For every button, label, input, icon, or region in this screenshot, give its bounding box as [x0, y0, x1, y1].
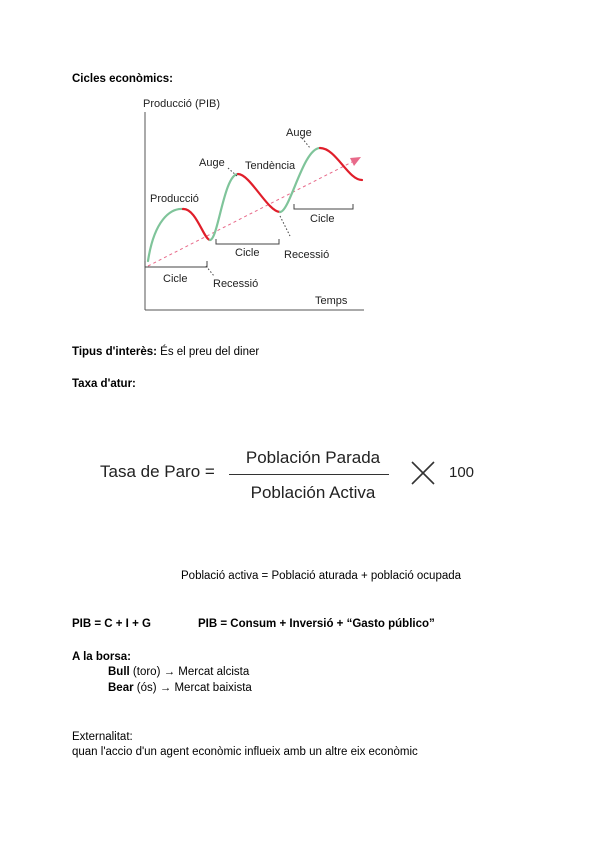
leader-line	[302, 138, 310, 148]
stock-item	[108, 681, 252, 695]
stock-item	[108, 665, 249, 679]
stock-desc: (ós) → Mercat baixista	[133, 682, 252, 694]
label-cicle: Cicle	[310, 213, 335, 225]
formula-lhs: Tasa de Paro =	[100, 462, 215, 481]
label-cicle: Cicle	[235, 247, 260, 259]
expansion-segment	[148, 209, 183, 261]
interest-text: És el preu del diner	[156, 346, 260, 358]
fraction-bar	[229, 474, 389, 475]
label-recessio: Recessió	[213, 278, 259, 290]
label-auge: Auge	[199, 157, 225, 169]
expansion-segment	[210, 174, 238, 240]
cycle-bracket	[294, 204, 353, 209]
stock-term: Bull	[108, 666, 130, 678]
expansion-segment	[280, 148, 320, 212]
interest-label: Tipus d'interès:	[72, 346, 157, 358]
multiply-icon	[410, 460, 436, 486]
contraction-segment	[238, 174, 280, 212]
stock-heading: A la borsa:	[72, 651, 132, 663]
label-auge: Auge	[286, 127, 312, 139]
leader-line	[280, 216, 290, 236]
externality-heading: Externalitat:	[72, 731, 133, 743]
formula-numerator: Población Parada	[245, 448, 381, 467]
unemployment-heading: Taxa d'atur:	[72, 378, 136, 390]
cycles-heading: Cicles econòmics:	[72, 73, 173, 85]
externality-text: quan l'accio d'un agent econòmic influeix amb un altre eix econòmic	[72, 746, 418, 758]
gdp-formula-long: PIB = Consum + Inversió + “Gasto público”	[198, 618, 435, 630]
label-recessio: Recessió	[284, 249, 330, 261]
y-axis-label: Producció (PIB)	[143, 98, 221, 110]
cycle-bracket	[216, 239, 279, 244]
label-tendencia: Tendència	[245, 160, 296, 172]
stock-term: Bear	[108, 682, 134, 694]
x-axis-label: Temps	[315, 295, 348, 307]
interest-line	[72, 345, 259, 359]
economic-cycle-diagram	[138, 96, 368, 316]
trend-arrowhead	[350, 157, 361, 166]
stock-desc: (toro) → Mercat alcista	[129, 666, 250, 678]
cycle-bracket	[145, 261, 207, 267]
contraction-segment	[183, 209, 210, 240]
active-population-note: Població activa = Població aturada + població ocupada	[181, 570, 462, 582]
formula-multiplier: 100	[449, 464, 475, 481]
label-cicle: Cicle	[163, 273, 188, 285]
gdp-formula-short: PIB = C + I + G	[72, 618, 151, 630]
label-produccio: Producció	[150, 193, 199, 205]
formula-denominator: Población Activa	[250, 483, 376, 502]
